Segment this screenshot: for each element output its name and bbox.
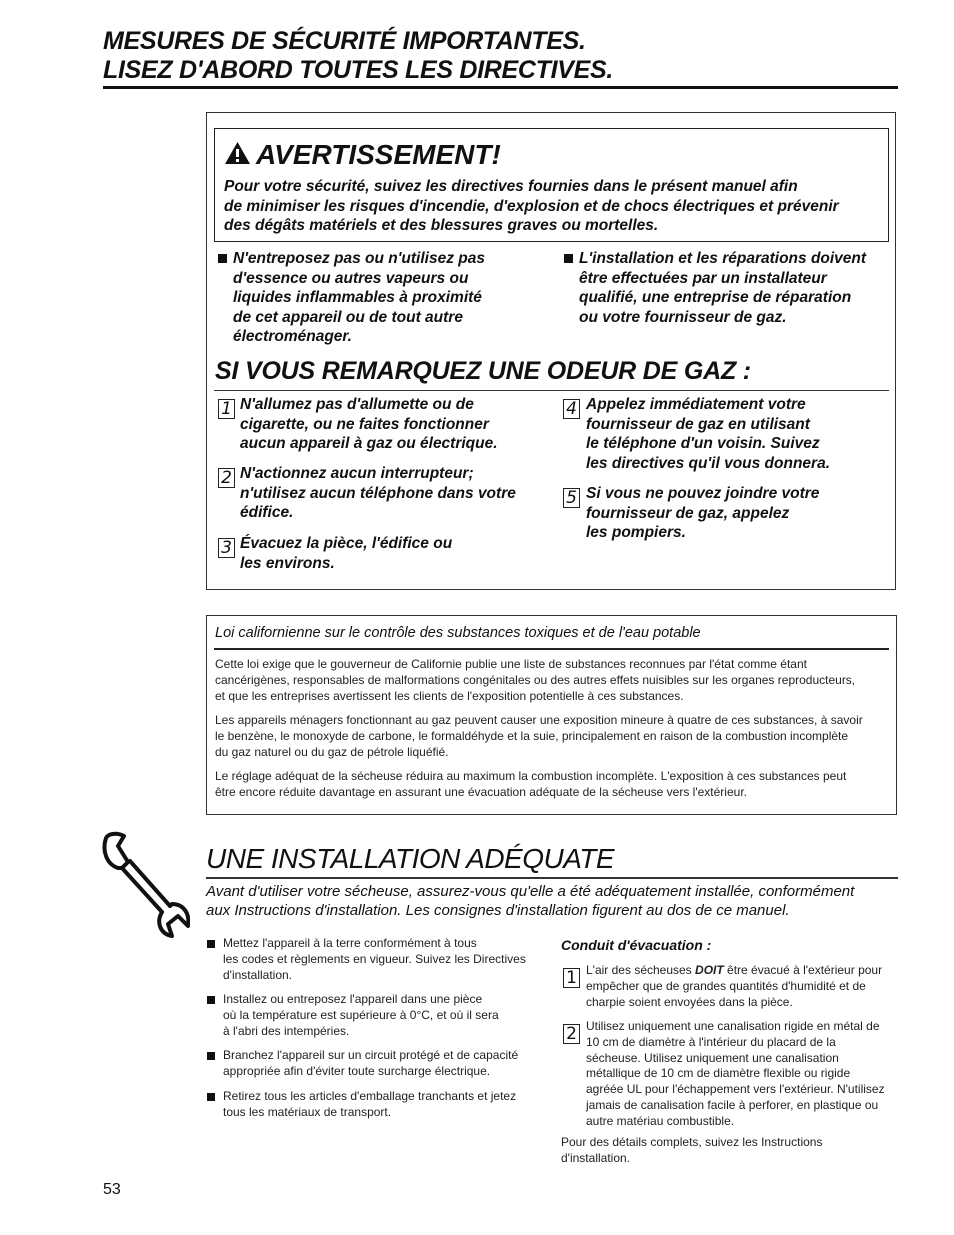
california-paragraph-1: Cette loi exige que le gouverneur de Californie publie une liste de substances reconnues par l'état comme étant cancérigènes, responsables de malformations congénitales ou des autres effets nuisibles sur les organes reproducteurs, et que les entreprises avertissent les clients de l'exposition potentielle à ces substances. bbox=[215, 657, 856, 703]
installation-rule bbox=[206, 877, 898, 879]
bullet-square bbox=[564, 254, 573, 263]
install-bullet-4: Retirez tous les articles d'emballage tranchants et jetez tous les matériaux de transport. bbox=[223, 1089, 517, 1119]
header-rule bbox=[103, 86, 898, 89]
gas-odor-heading: SI VOUS REMARQUEZ UNE ODEUR DE GAZ : bbox=[215, 357, 751, 385]
step-number: 5 bbox=[563, 488, 580, 508]
gas-step-1: N'allumez pas d'allumette ou de cigarette, ou ne faites fonctionner aucun appareil à gaz ou électrique. bbox=[240, 396, 498, 453]
bullet-square bbox=[218, 254, 227, 263]
california-title-rule bbox=[214, 648, 889, 650]
gas-step-4: Appelez immédiatement votre fournisseur de gaz en utilisant le téléphone d'un voisin. Suivez les directives qu'il vous donnera. bbox=[586, 396, 831, 472]
installation-intro: Avant d'utiliser votre sécheuse, assurez-vous qu'elle a été adéquatement installée, conformément aux Instructions d'installation. Les consignes d'installation figurent au dos de ce manuel. bbox=[206, 883, 855, 919]
warning-text: Pour votre sécurité, suivez les directives fournies dans le présent manuel afin de minimiser les risques d'incendie, d'explosion et de chocs électriques et prévenir des dégâts matériels et des blessures graves ou mortelles. bbox=[224, 178, 839, 234]
step-number: 1 bbox=[218, 399, 235, 419]
install-bullet-1: Mettez l'appareil à la terre conformément à tous les codes et règlements en vigueur. Suivez les Directives d'installation. bbox=[223, 936, 526, 982]
duct-step-2: Utilisez uniquement une canalisation rigide en métal de 10 cm de diamètre à l'intérieur du placard de la sécheuse. Utilisez uniquement une canalisation métallique de 10 cm de diamètre flexible ou rigide agréée UL pour l'échappement vers l'extérieur. N'utilisez jamais de canalisation facile à perforer, en plastique ou autre matériau combustible. bbox=[586, 1019, 885, 1128]
warning-title: AVERTISSEMENT! bbox=[256, 139, 501, 170]
wrench-icon bbox=[98, 828, 190, 940]
step-number: 1 bbox=[563, 968, 580, 988]
step-number: 4 bbox=[563, 399, 580, 419]
duct-footer-note: Pour des détails complets, suivez les Instructions d'installation. bbox=[561, 1135, 823, 1165]
step-number: 2 bbox=[563, 1024, 580, 1044]
page-title-line-2: LISEZ D'ABORD TOUTES LES DIRECTIVES. bbox=[103, 56, 614, 84]
warning-triangle-icon bbox=[224, 141, 251, 165]
california-law-title: Loi californienne sur le contrôle des substances toxiques et de l'eau potable bbox=[215, 625, 701, 641]
bullet-square bbox=[207, 940, 215, 948]
bullet-square bbox=[207, 996, 215, 1004]
gas-step-3: Évacuez la pièce, l'édifice ou les environs. bbox=[240, 535, 453, 572]
california-paragraph-3: Le réglage adéquat de la sécheuse réduira au maximum la combustion incomplète. L'exposition à ces substances peut être encore réduite davantage en assurant une évacuation adéquate de la sécheuse vers l'extérieur. bbox=[215, 769, 847, 799]
install-bullet-2: Installez ou entreposez l'appareil dans une pièce où la température est supérieure à 0°C, et où il sera à l'abri des intempéries. bbox=[223, 992, 499, 1038]
install-bullet-3: Branchez l'appareil sur un circuit protégé et de capacité appropriée afin d'éviter toute surcharge électrique. bbox=[223, 1048, 519, 1078]
page-number: 53 bbox=[103, 1181, 121, 1198]
warning-bullet-1: N'entreposez pas ou n'utilisez pas d'essence ou autres vapeurs ou liquides inflammables à proximité de cet appareil ou de tout autre électroménager. bbox=[233, 250, 485, 346]
warning-bullet-2: L'installation et les réparations doivent être effectuées par un installateur qualifié, une entreprise de réparation ou votre fournisseur de gaz. bbox=[579, 250, 867, 326]
gas-step-5: Si vous ne pouvez joindre votre fournisseur de gaz, appelez les pompiers. bbox=[586, 485, 820, 542]
installation-title: UNE INSTALLATION ADÉQUATE bbox=[206, 843, 615, 874]
california-paragraph-2: Les appareils ménagers fonctionnant au gaz peuvent causer une exposition mineure à quatre de ces substances, à savoir le benzène, le monoxyde de carbone, le formaldéhyde et la suie, principalement en raison de la combustion incomplète du gaz naturel ou du gaz de pétrole liquéfié. bbox=[215, 713, 863, 759]
step-number: 2 bbox=[218, 468, 235, 488]
gas-heading-rule bbox=[214, 390, 889, 391]
duct-title: Conduit d'évacuation : bbox=[561, 937, 712, 953]
duct-step-1: L'air des sécheuses DOIT être évacué à l'extérieur pour empêcher que de grandes quantités d'humidité et de charpie soient envoyées dans la pièce. bbox=[586, 963, 883, 1009]
bullet-square bbox=[207, 1093, 215, 1101]
step-number: 3 bbox=[218, 538, 235, 558]
page-title-line-1: MESURES DE SÉCURITÉ IMPORTANTES. bbox=[103, 27, 586, 55]
bullet-square bbox=[207, 1052, 215, 1060]
gas-step-2: N'actionnez aucun interrupteur; n'utilisez aucun téléphone dans votre édifice. bbox=[240, 465, 516, 522]
